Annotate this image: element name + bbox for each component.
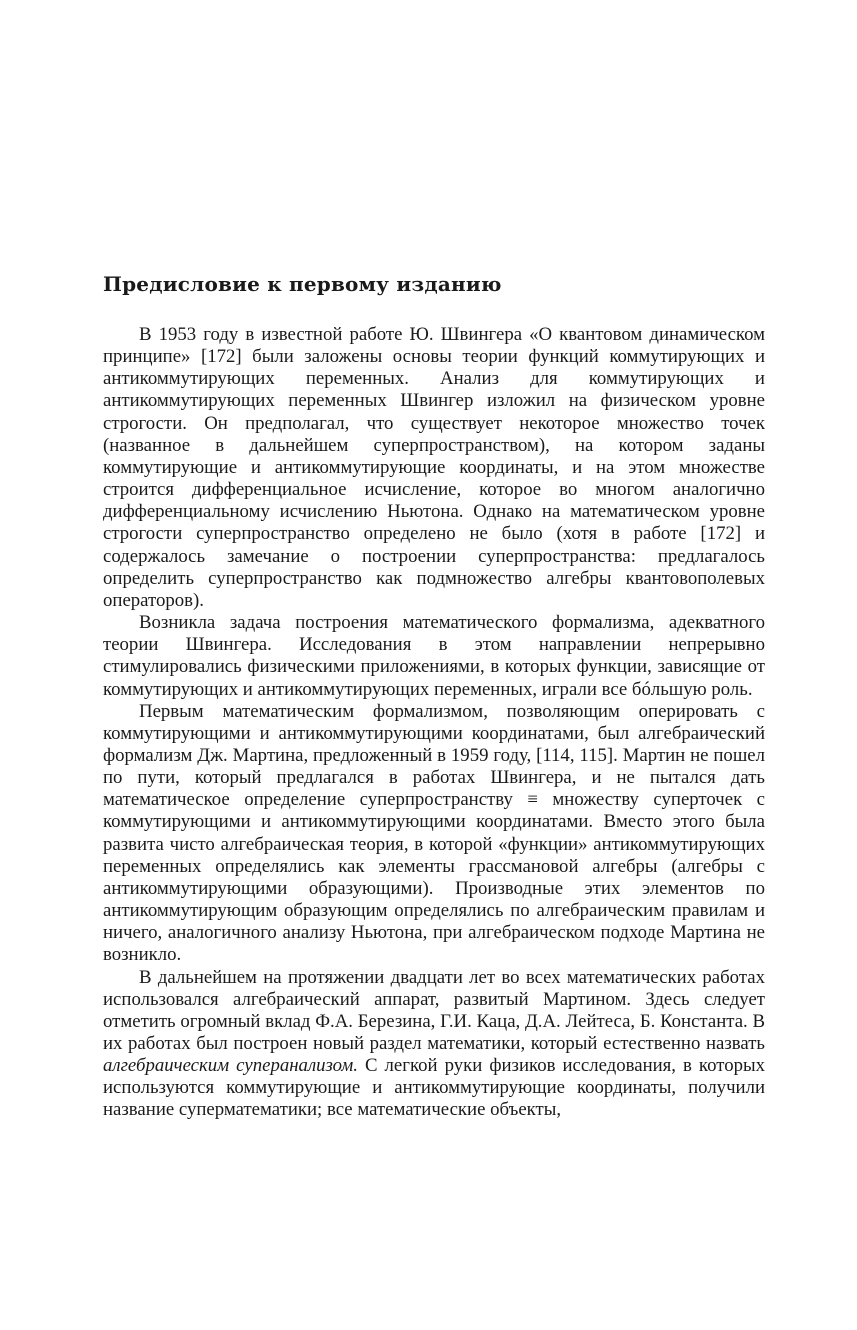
- paragraph: Возникла задача построения математического формализма, адекватного теории Швингера. Исследования в этом направлении непрерывно стимулировались физическими приложениями, в которых функции, зависящие от коммутирующих и антикоммутирующих переменных, играли все бóльшую роль.: [103, 612, 765, 700]
- paragraph-text: В дальнейшем на протяжении двадцати лет во всех математических работах использовался алгебраический аппарат, развитый Мартином. Здесь следует отметить огромный вклад Ф.А. Березина, Г.И. Каца, Д.А. Лейтеса, Б. Константа. В их работах был построен новый раздел математики, который естественно назвать: [103, 966, 765, 1054]
- paragraph: В 1953 году в известной работе Ю. Швингера «О квантовом динамическом принципе» [172] были заложены основы теории функций коммутирующих и антикоммутирующих переменных. Анализ для коммутирующих и антикоммутирующих переменных Швингер изложил на физическом уровне строгости. Он предполагал, что существует некоторое множество точек (названное в дальнейшем суперпространством), на котором заданы коммутирующие и антикоммутирующие координаты, и на этом множестве строится дифференциальное исчисление, которое во многом аналогично дифференциальному исчислению Ньютона. Однако на математическом уровне строгости суперпространство определено не было (хотя в работе [172] и содержалось замечание о построении суперпространства: предлагалось определить суперпространство как подмножество алгебры квантовополевых операторов).: [103, 324, 765, 611]
- paragraph-text: С легкой руки физиков исследования, в которых используются коммутирующие и антикоммутирующие координаты, получили название суперматематики; все математические объекты,: [103, 1055, 765, 1121]
- body-text: [103, 324, 765, 1122]
- emphasized-term: алгебраическим суперанализом.: [103, 1055, 358, 1077]
- page-title: Предисловие к первому изданию: [103, 272, 502, 296]
- paragraph: [103, 967, 765, 1122]
- paragraph: Первым математическим формализмом, позволяющим оперировать с коммутирующими и антикоммутирующими координатами, был алгебраический формализм Дж. Мартина, предложенный в 1959 году, [114, 115]. Мартин не пошел по пути, который предлагался в работах Швингера, и не пытался дать математическое определение суперпространству ≡ множеству суперточек с коммутирующими и антикоммутирующими координатами. Вместо этого была развита чисто алгебраическая теория, в которой «функции» антикоммутирующих переменных определялись как элементы грассмановой алгебры (алгебры с антикоммутирующими образующими). Производные этих элементов по антикоммутирующим образующим определялись по алгебраическим правилам и ничего, аналогичного анализу Ньютона, при алгебраическом подходе Мартина не возникло.: [103, 700, 765, 966]
